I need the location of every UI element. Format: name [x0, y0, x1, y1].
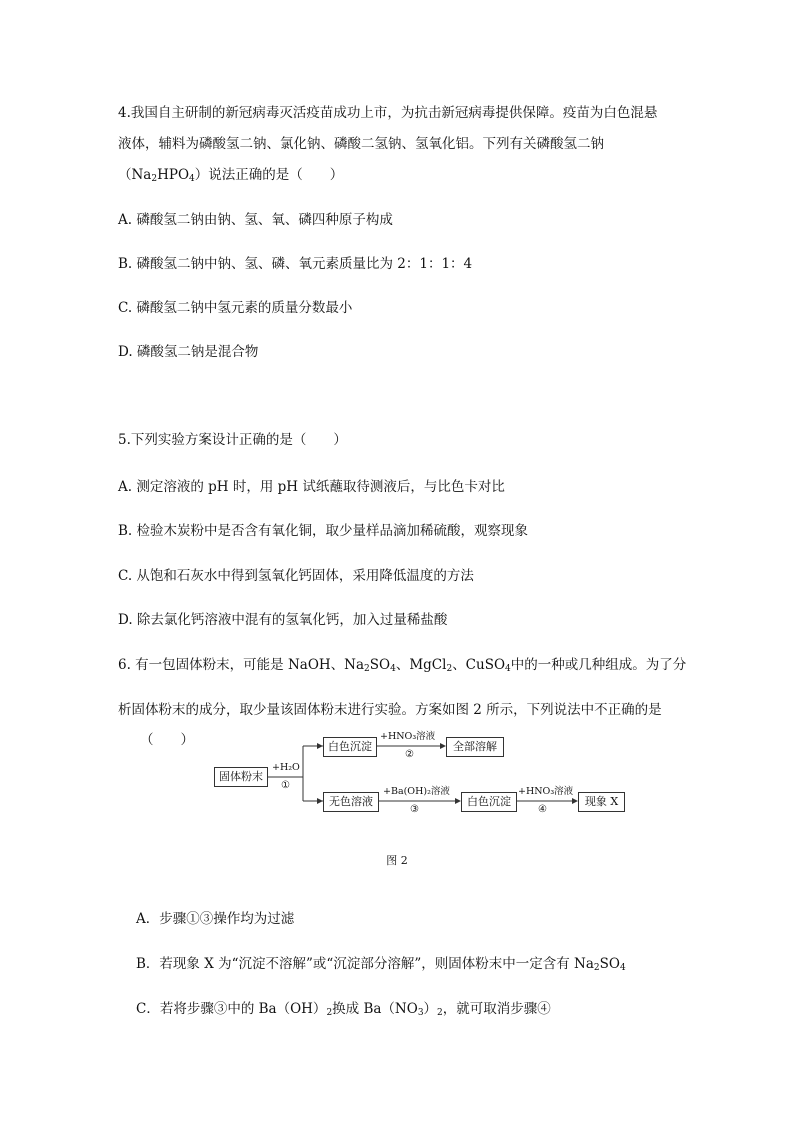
q6b-sub: 4	[619, 963, 626, 973]
q6-sub: 4	[390, 664, 396, 674]
q6-text: 中的一种或几种组成。为了分	[510, 657, 687, 673]
q5-option-b: B. 检验木炭粉中是否含有氧化铜，取少量样品滴加稀硫酸，观察现象	[118, 523, 529, 539]
q6c-sub: 2	[437, 1008, 443, 1018]
q4-option-b: B. 磷酸氢二钠中钠、氢、磷、氧元素质量比为 2：1：1：4	[118, 256, 473, 272]
q6c-text: ，就可取消步骤④	[442, 1001, 551, 1017]
flow-step-1: ①	[281, 780, 290, 791]
q4-option-d: D. 磷酸氢二钠是混合物	[118, 344, 259, 360]
q5-option-a: A. 测定溶液的 pH 时，用 pH 试纸蘸取待测液后，与比色卡对比	[118, 479, 505, 495]
q4-option-a: A. 磷酸氢二钠由钠、氢、氧、磷四种原子构成	[118, 212, 393, 228]
q6-text: SO	[369, 657, 391, 673]
flow-label-baoh2: +Ba(OH)₂溶液	[383, 786, 450, 797]
q6-stem-line3: （ ）	[140, 732, 194, 748]
q6c-sub: 3	[417, 1008, 424, 1018]
flow-label-hno3-top: +HNO₃溶液	[380, 731, 436, 742]
q5-option-c: C. 从饱和石灰水中得到氢氧化钙固体，采用降低温度的方法	[118, 568, 474, 584]
q6c-text: ）	[423, 1001, 438, 1017]
q6-sub: 4	[505, 664, 511, 674]
q6c-text: 换成 Ba（NO	[332, 1001, 418, 1017]
flow-node-white-precipitate-2: 白色沉淀	[461, 792, 517, 812]
flow-step-3: ③	[410, 804, 419, 815]
q6b-text: B．若现象 X 为“沉淀不溶解”或“沉淀部分溶解”，则固体粉末中一定含有 Na	[136, 956, 594, 972]
flow-label-hno3-bottom: +HNO₃溶液	[518, 786, 574, 797]
q5-stem: 5.下列实验方案设计正确的是（ ）	[118, 432, 347, 448]
flow-step-2: ②	[405, 749, 414, 760]
flow-node-phenomenon-x: 现象 X	[578, 792, 625, 812]
flow-node-all-dissolve: 全部溶解	[446, 737, 504, 757]
flow-node-solid-powder: 固体粉末	[214, 767, 268, 787]
q6-stem-line2: 析固体粉末的成分，取少量该固体粉末进行实验。方案如图 2 所示，下列说法中不正确的是	[118, 702, 662, 718]
q4-formula-close: ）说法正确的是（ ）	[194, 167, 344, 183]
q4-formula-open: （Na	[118, 167, 152, 183]
flow-label-water: +H₂O	[272, 762, 300, 773]
q6-option-a: A．步骤①③操作均为过滤	[136, 911, 295, 927]
q4-sub: 2	[151, 174, 158, 184]
q6c-sub: 2	[326, 1008, 333, 1018]
q6c-text: C．若将步骤③中的 Ba（OH）	[136, 1001, 327, 1017]
q6-text: 、CuSO	[452, 657, 506, 673]
q6-text: 、MgCl	[395, 657, 447, 673]
q4-stem-line2: 液体，辅料为磷酸氢二钠、氯化钠、磷酸二氢钠、氢氧化铝。下列有关磷酸氢二钠	[118, 136, 604, 152]
flow-node-white-precipitate: 白色沉淀	[323, 737, 377, 757]
q6-option-c	[136, 999, 551, 1023]
q6b-sub: 2	[593, 963, 600, 973]
q4-sub: 4	[189, 174, 195, 184]
q6-option-b	[136, 954, 626, 978]
figure-caption: 图 2	[386, 854, 408, 867]
q4-formula-mid: HPO	[157, 167, 190, 183]
q4-stem-line1: 4.我国自主研制的新冠病毒灭活疫苗成功上市，为抗击新冠病毒提供保障。疫苗为白色混悬	[118, 105, 658, 121]
q6-sub: 2	[446, 664, 453, 674]
flow-step-4: ④	[538, 804, 547, 815]
q6-sub: 2	[364, 664, 370, 674]
q6b-text: SO	[599, 956, 620, 972]
q5-option-d: D. 除去氯化钙溶液中混有的氢氧化钙，加入过量稀盐酸	[118, 612, 448, 628]
q4-option-c: C. 磷酸氢二钠中氢元素的质量分数最小	[118, 300, 353, 316]
q6-text: 6. 有一包固体粉末，可能是 NaOH、Na	[118, 657, 365, 673]
flow-node-colorless-solution: 无色溶液	[323, 792, 379, 812]
